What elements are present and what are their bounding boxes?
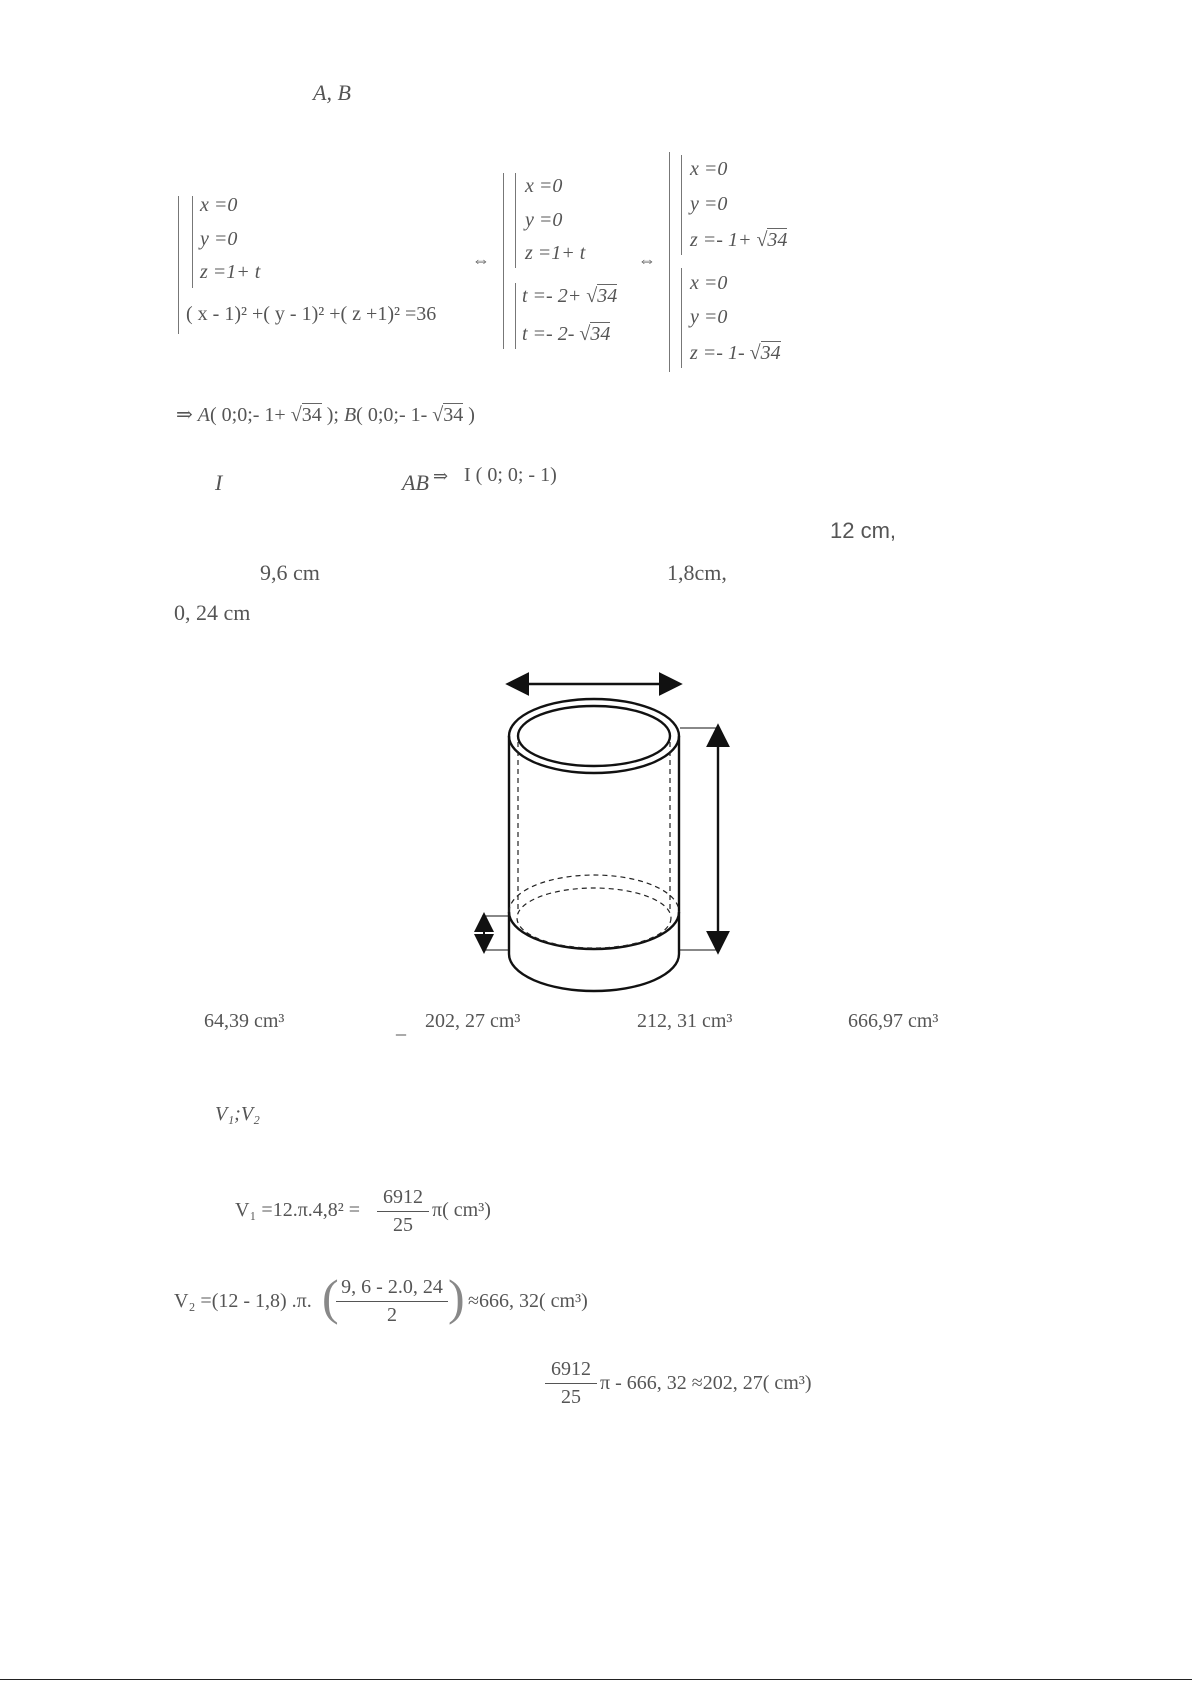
final-fraction: $\frac{6912}{25}$ <box>545 1358 597 1409</box>
option-a: 64,39 cm³ <box>204 1010 285 1032</box>
segment-ab-label: AB <box>402 470 429 495</box>
equivalence-arrow-1: ⇔ <box>472 250 490 270</box>
system3-b1: x =0 <box>690 272 728 294</box>
base-bottom-edge <box>509 954 679 991</box>
base-top-edge <box>509 912 679 949</box>
system3-b3: z =- 1- √34 <box>690 342 781 364</box>
midpoint-implies: ⇒ <box>433 466 449 486</box>
v2-left: V₂ =(12 - 1,8) .π. <box>174 1290 312 1312</box>
dim-diameter: 9,6 cm <box>260 560 320 585</box>
inner-rim <box>518 706 670 766</box>
option-d: 666,97 cm³ <box>848 1010 939 1032</box>
system3-a2: y =0 <box>690 193 728 215</box>
v2-fraction: $\frac{9, 6 - 2.0, 24}{2}$ <box>336 1276 448 1327</box>
system3-a1: x =0 <box>690 158 728 180</box>
system3-a3: z =- 1+ √34 <box>690 229 788 251</box>
v1-fraction: $\frac{6912}{25}$ <box>377 1186 429 1237</box>
dim-bottom: 1,8cm, <box>667 560 727 585</box>
equivalence-arrow-2: ⇔ <box>638 250 656 270</box>
cup-diagram <box>470 672 730 997</box>
system2-eq1: x =0 <box>525 175 563 197</box>
option-dash: _ <box>396 1016 406 1038</box>
system2-t2: t =- 2- √34 <box>522 323 611 345</box>
final-result: π - 666, 32 ≈202, 27( cm³) <box>600 1372 812 1394</box>
points-result: ⇒ A( 0;0;- 1+ √34 ); B( 0;0;- 1- √34 ) <box>176 404 475 426</box>
midpoint-i-label: I <box>215 470 223 495</box>
system3-b2: y =0 <box>690 306 728 328</box>
system1-eq4: ( x - 1)² +( y - 1)² +( z +1)² =36 <box>186 303 437 325</box>
v1-right: π( cm³) <box>432 1199 491 1221</box>
dim-thickness: 0, 24 cm <box>174 600 251 625</box>
footer-rule <box>0 1679 1192 1680</box>
outer-rim <box>509 699 679 773</box>
system1-eq3: z =1+ t <box>200 261 261 283</box>
v2-paren-open: ( <box>322 1269 339 1325</box>
v2-paren-close: ) <box>448 1269 465 1325</box>
option-b: 202, 27 cm³ <box>425 1010 521 1032</box>
volume-labels: V₁;V₂ <box>215 1103 260 1125</box>
system2-t1: t =- 2+ √34 <box>522 285 618 307</box>
system1-eq1: x =0 <box>200 194 238 216</box>
option-c: 212, 31 cm³ <box>637 1010 733 1032</box>
v2-right: ≈666, 32( cm³) <box>468 1290 588 1312</box>
system2-eq3: z =1+ t <box>525 242 586 264</box>
points-label: A, B <box>313 80 351 105</box>
system2-eq2: y =0 <box>525 209 563 231</box>
midpoint-coords: I ( 0; 0; - 1) <box>464 464 557 486</box>
system1-eq2: y =0 <box>200 228 238 250</box>
dim-height: 12 cm, <box>830 518 897 543</box>
v1-left: V₁ =12.π.4,8² = <box>235 1199 361 1221</box>
